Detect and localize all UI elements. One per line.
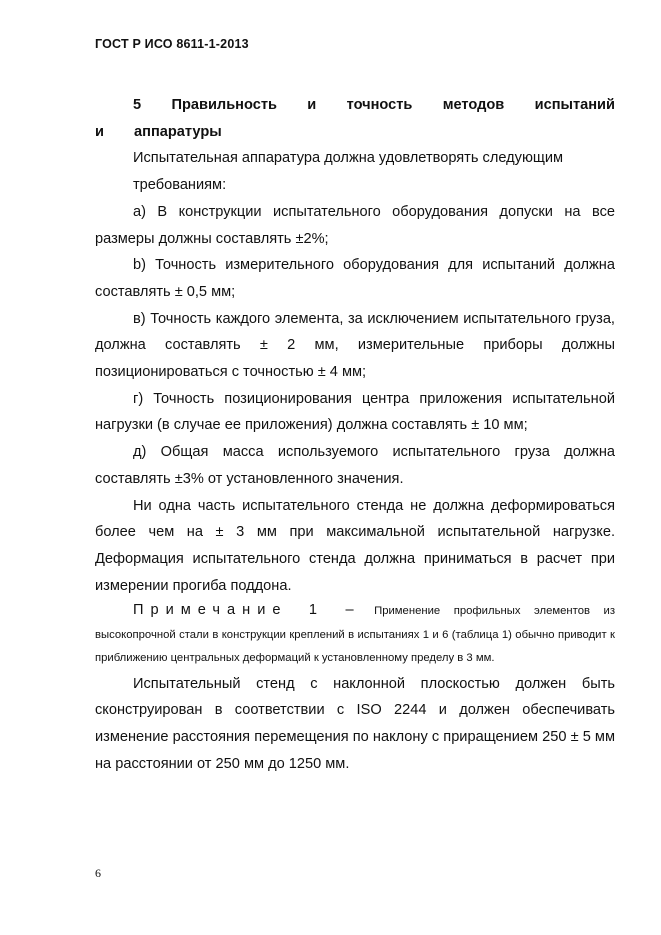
note-text: Применение профильных элементов из высокопрочной стали в конструкции креплений в испытаниях 1 и 6 (таблица 1) обычно приводит к приближению центральных деформаций к установленному пределу в 3 мм. bbox=[95, 605, 615, 665]
paragraph-incline-stand: Испытательный стенд с наклонной плоскостью должен быть сконструирован в соответствии с ISO 2244 и должен обеспечивать изменение расстояния перемещения по наклону с приращением 250 ± 5 мм на расстоянии от 250 мм до 1250 мм. bbox=[95, 675, 615, 772]
section-intro: Испытательная аппаратура должна удовлетворять следующим требованиям: bbox=[133, 150, 564, 194]
requirement-item-a: а) В конструкции испытательного оборудования допуски на все размеры должны составлять ±2%; bbox=[95, 203, 615, 247]
requirement-item-b: b) Точность измерительного оборудования для испытаний должна составлять ± 0,5 мм; bbox=[95, 257, 615, 300]
requirement-item-d: д) Общая масса используемого испытательного груза должна составлять ±3% от установленного значения. bbox=[95, 444, 615, 487]
note-paragraph bbox=[95, 599, 615, 670]
requirement-item-g: г) Точность позиционирования центра приложения испытательной нагрузки (в случае ее приложения) должна составлять ± 10 мм; bbox=[95, 390, 615, 434]
requirement-item-v: в) Точность каждого элемента, за исключением испытательного груза, должна составлять ± 2 мм, измерительные приборы должны позиционироваться с точностью ± 4 мм; bbox=[95, 310, 615, 381]
page-number: 6 bbox=[95, 866, 101, 880]
section-body bbox=[95, 92, 615, 777]
paragraph-deformation: Ни одна часть испытательного стенда не должна деформироваться более чем на ± 3 мм при максимальной испытательной нагрузке. Деформация испытательного стенда должна приниматься в расчет при измерении прогиба поддона. bbox=[95, 497, 615, 594]
section-heading: 5 Правильность и точность методов испытаний и аппаратуры bbox=[95, 97, 615, 140]
document-header: ГОСТ Р ИСО 8611-1-2013 bbox=[95, 37, 249, 51]
note-label: Примечание 1 – bbox=[133, 602, 361, 619]
